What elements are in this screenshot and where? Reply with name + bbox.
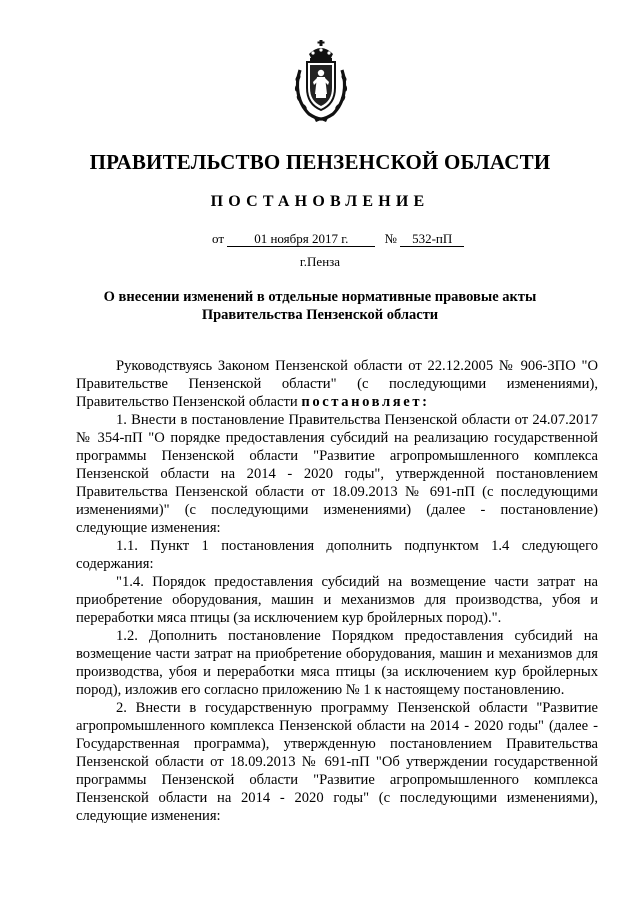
decree-keyword: постановляет:: [301, 394, 430, 410]
number-sign: №: [384, 231, 397, 246]
paragraph: "1.4. Порядок предоставления субсидий на возмещение части затрат на приобретение оборудования, машин и механизмов для производства, убоя и переработки мяса птицы (за исключением кур бройлерных пород).".: [76, 574, 598, 626]
document-subject: [70, 288, 570, 324]
paragraph: [76, 357, 598, 411]
organization-title: ПРАВИТЕЛЬСТВО ПЕНЗЕНСКОЙ ОБЛАСТИ: [89, 150, 551, 174]
paragraph-text: Руководствуясь Законом Пензенской области от 22.12.2005 № 906-ЗПО "О Правительстве Пензенской области" (с последующими изменениями), Правительство Пензенской области: [76, 358, 598, 410]
document-type: ПОСТАНОВЛЕНИЕ: [210, 193, 430, 210]
date-number-line: [212, 231, 464, 247]
paragraph: 1. Внести в постановление Правительства Пензенской области от 24.07.2017 № 354-пП "О порядке предоставления субсидий на реализацию государственной программы Пензенской области "Развитие агропромышленного комплекса Пензенской области на 2014 - 2020 годы", утвержденной постановлением Правительства Пензенской области от 18.09.2013 № 691-пП (с последующими изменениями)" (с последующими изменениями) (далее - постановление) следующие изменения:: [76, 412, 598, 536]
date-prefix: от: [212, 231, 225, 246]
document-date: 01 ноября 2017 г.: [227, 231, 375, 247]
paragraph: 2. Внести в государственную программу Пензенской области "Развитие агропромышленного комплекса Пензенской области на 2014 - 2020 годы" (далее - Государственная программа), утвержденную постановлением Правительства Пензенской области от 18.09.2013 № 691-пП "Об утверждении государственной программы Пензенской области "Развитие агропромышленного комплекса Пензенской области на 2014 - 2020 годы" (с последующими изменениями), следующие изменения:: [76, 700, 598, 824]
city-name: г.Пенза: [299, 254, 341, 269]
document-number: 532-пП: [400, 231, 464, 247]
paragraph: 1.2. Дополнить постановление Порядком предоставления субсидий на возмещение части затрат на приобретение оборудования, машин и механизмов для производства, убоя и переработки мяса птицы (за исключением кур бройлерных пород), изложив его согласно приложению № 1 к настоящему постановлению.: [76, 628, 598, 698]
subject-line: Правительства Пензенской области: [201, 307, 439, 323]
document-body: [76, 357, 598, 825]
subject-line: О внесении изменений в отдельные нормативные правовые акты: [103, 289, 537, 305]
paragraph: 1.1. Пункт 1 постановления дополнить подпунктом 1.4 следующего содержания:: [76, 538, 598, 572]
penza-region-coat-of-arms-icon: [291, 40, 351, 122]
